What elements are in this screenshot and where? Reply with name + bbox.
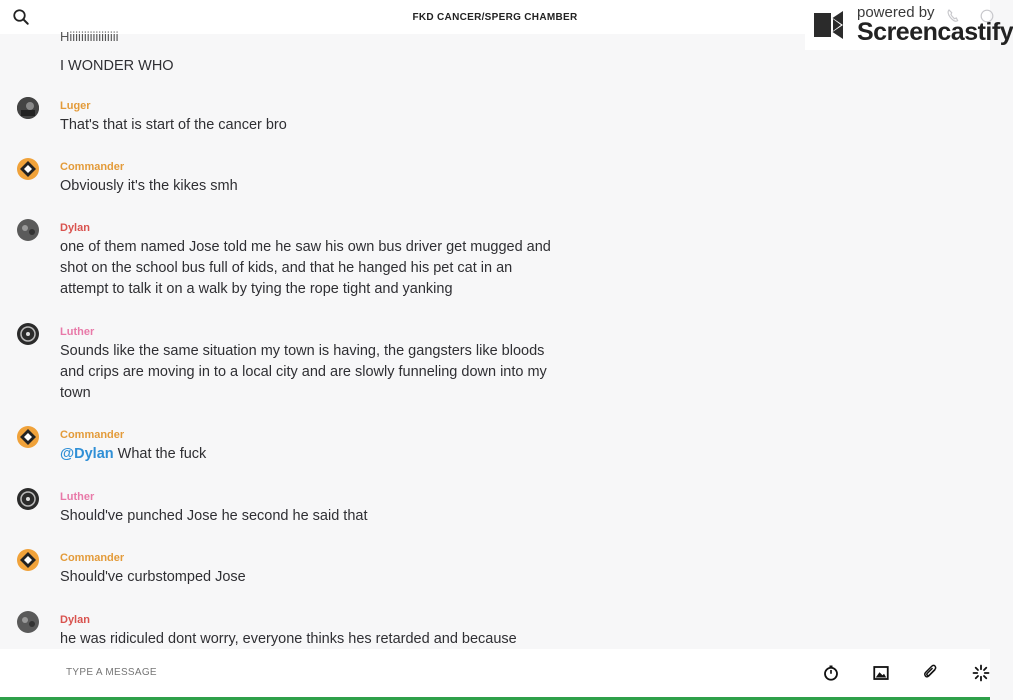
cut-off-message: Hiiiiiiiiiiiiiiiii bbox=[60, 29, 119, 44]
message-line: town bbox=[60, 385, 91, 401]
message-text: he was ridiculed dont worry, everyone thinks hes retarded and because bbox=[60, 631, 517, 647]
avatar[interactable] bbox=[17, 158, 39, 180]
paperclip-icon[interactable] bbox=[922, 664, 940, 682]
image-icon[interactable] bbox=[872, 664, 890, 682]
message-line: and crips are moving in to a local city and are slowly funneling down into my bbox=[60, 364, 547, 380]
avatar[interactable] bbox=[17, 611, 39, 633]
message-text-rest: What the fuck bbox=[113, 446, 207, 462]
watermark-powered-by: powered by bbox=[857, 4, 935, 21]
message-author[interactable]: Commander bbox=[60, 552, 125, 564]
avatar[interactable] bbox=[17, 323, 39, 345]
avatar[interactable] bbox=[17, 97, 39, 119]
avatar[interactable] bbox=[17, 549, 39, 571]
message-input[interactable] bbox=[66, 667, 666, 678]
message-author[interactable]: Dylan bbox=[60, 222, 90, 234]
timer-icon[interactable] bbox=[822, 664, 840, 682]
message-author[interactable]: Commander bbox=[60, 429, 125, 441]
message-text: Obviously it's the kikes smh bbox=[60, 178, 238, 194]
chat-title: FKD CANCER/SPERG CHAMBER bbox=[412, 11, 578, 23]
message-text: I WONDER WHO bbox=[60, 58, 174, 74]
message-composer bbox=[0, 649, 990, 700]
message-line: shot on the school bus full of kids, and that he hanged his pet cat in an bbox=[60, 260, 513, 276]
avatar[interactable] bbox=[17, 488, 39, 510]
message-text bbox=[60, 341, 560, 404]
message-text: Should've curbstomped Jose bbox=[60, 569, 246, 585]
avatar[interactable] bbox=[17, 426, 39, 448]
sparkle-icon[interactable] bbox=[972, 664, 990, 682]
message-text: Should've punched Jose he second he said that bbox=[60, 508, 368, 524]
user-mention[interactable]: @Dylan bbox=[60, 446, 114, 462]
message-line: attempt to talk it on a walk by tying the rope tight and yanking bbox=[60, 281, 453, 297]
watermark-brand: Screencastify bbox=[857, 18, 1013, 46]
message-author[interactable]: Luther bbox=[60, 326, 95, 338]
message-author[interactable]: Luger bbox=[60, 100, 91, 112]
info-icon[interactable] bbox=[980, 9, 994, 23]
message-text bbox=[60, 444, 560, 465]
avatar[interactable] bbox=[17, 219, 39, 241]
message-line: one of them named Jose told me he saw his own bus driver get mugged and bbox=[60, 239, 551, 255]
message-line: Sounds like the same situation my town is having, the gangsters like bloods bbox=[60, 343, 545, 359]
search-icon[interactable] bbox=[12, 8, 30, 26]
message-text bbox=[60, 237, 560, 300]
phone-icon[interactable] bbox=[945, 8, 961, 24]
message-author[interactable]: Commander bbox=[60, 161, 125, 173]
message-author[interactable]: Luther bbox=[60, 491, 95, 503]
message-text: That's that is start of the cancer bro bbox=[60, 117, 287, 133]
message-author[interactable]: Dylan bbox=[60, 614, 90, 626]
